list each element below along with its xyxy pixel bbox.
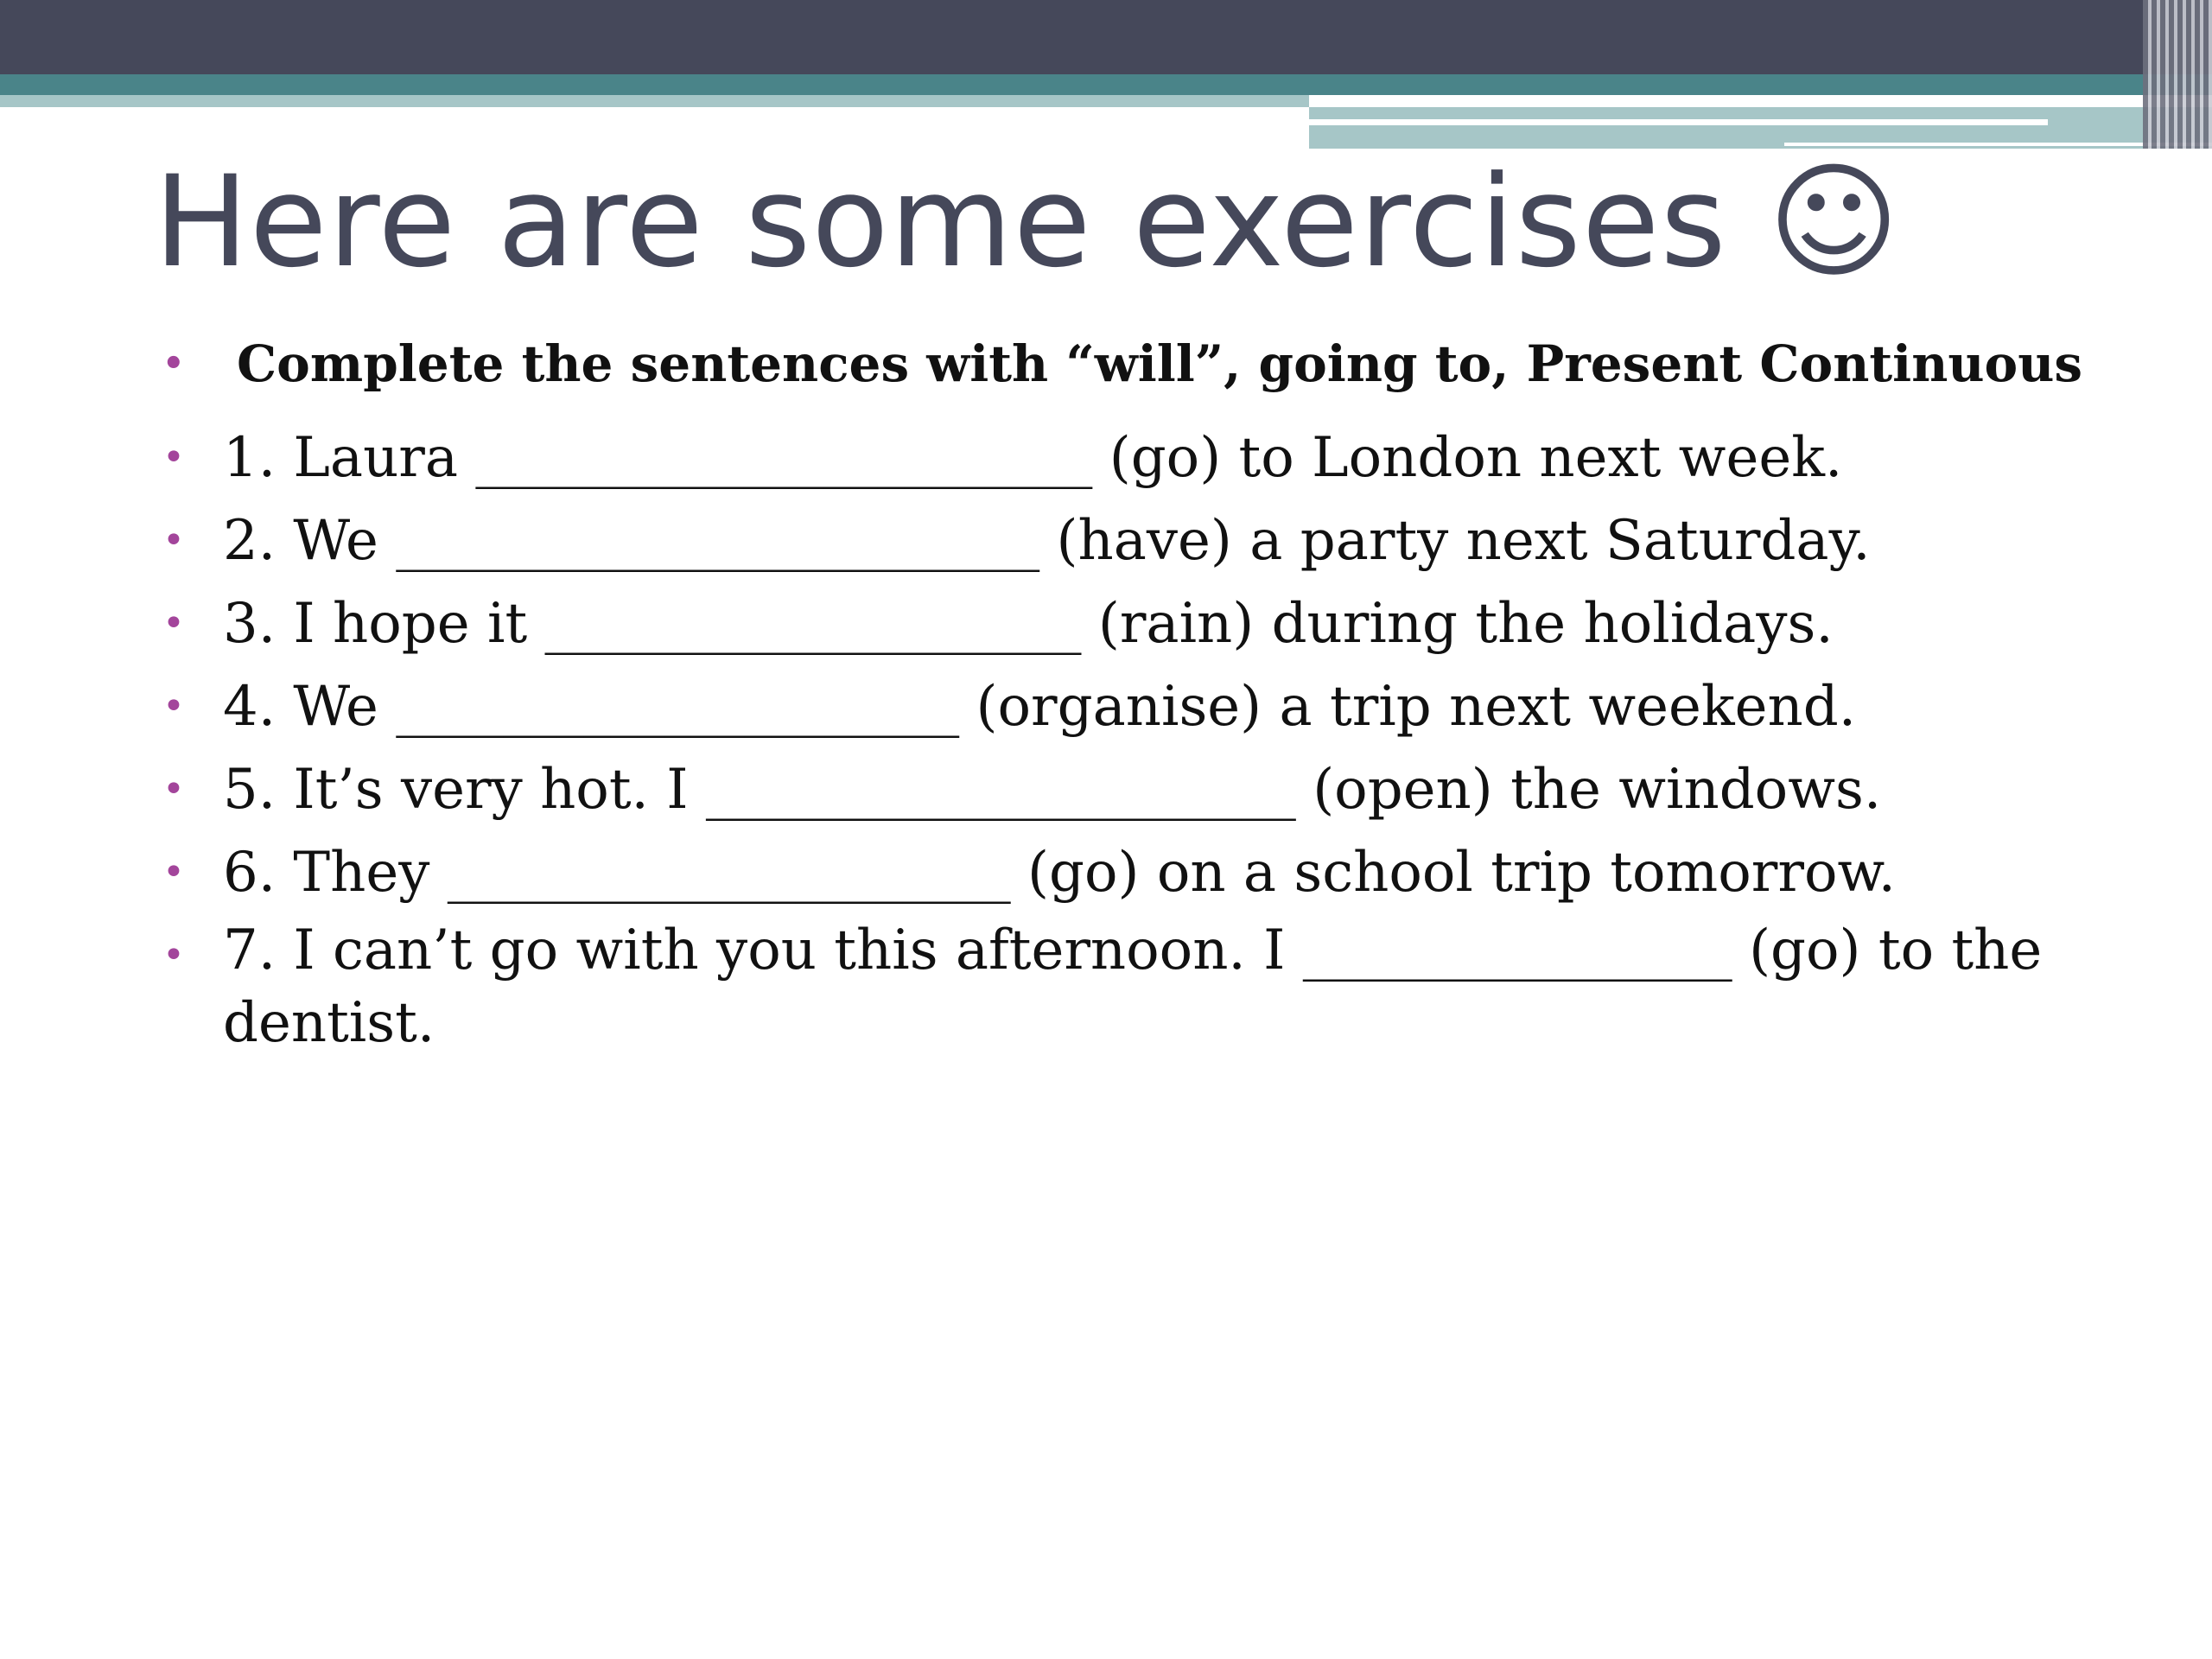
exercise-item-5	[154, 748, 2107, 831]
answer-blank: _____________________	[447, 841, 1010, 905]
bullet-icon: •	[162, 684, 185, 728]
exercise-prefix: 3. I hope it	[223, 592, 545, 656]
exercise-prefix: 2. We	[223, 509, 397, 573]
exercise-prefix: 6. They	[223, 841, 448, 905]
bullet-icon: •	[162, 767, 185, 811]
exercise-suffix: (go) to London next week.	[1091, 426, 1843, 490]
header-stripes	[2143, 0, 2212, 149]
exercise-prefix: 4. We	[223, 675, 397, 739]
exercise-prefix: 7. I can’t go with you this afternoon. I	[223, 918, 1303, 982]
exercise-suffix: (rain) during the holidays.	[1080, 592, 1834, 656]
exercise-item-7	[154, 914, 2107, 1059]
exercise-item-4	[154, 665, 2107, 748]
bullet-icon: •	[162, 933, 185, 977]
bullet-icon: •	[162, 518, 185, 563]
answer-blank: ____________________	[544, 592, 1081, 656]
exercise-item-1	[154, 416, 2107, 499]
exercise-suffix: (have) a party next Saturday.	[1039, 509, 1871, 573]
instruction-text: Complete the sentences with “will”, going to, Present Continuous	[237, 334, 2083, 393]
header-band-dark	[0, 0, 2212, 74]
exercise-prefix: 5. It’s very hot. I	[223, 758, 706, 822]
bullet-icon: •	[162, 601, 185, 645]
header-band-light-left	[0, 95, 1309, 107]
answer-blank: _____________________	[396, 675, 959, 739]
exercise-list	[154, 334, 2107, 1059]
header-band-teal	[0, 74, 2212, 95]
header-accent-line	[1309, 119, 2048, 125]
bullet-icon: •	[162, 344, 185, 384]
bullet-icon: •	[162, 850, 185, 894]
answer-blank: ______________________	[705, 758, 1295, 822]
instruction-item	[154, 334, 2107, 393]
bullet-icon: •	[162, 435, 185, 480]
exercise-item-6	[154, 831, 2107, 914]
exercise-suffix: (go) on a school trip tomorrow.	[1009, 841, 1896, 905]
exercise-suffix: (organise) a trip next weekend.	[958, 675, 1857, 739]
answer-blank: ________________________	[396, 509, 1039, 573]
answer-blank: ________________	[1302, 918, 1732, 982]
answer-blank: _______________________	[475, 426, 1092, 490]
exercise-item-2	[154, 499, 2107, 582]
exercise-prefix: 1. Laura	[223, 426, 476, 490]
exercise-suffix: (open) the windows.	[1294, 758, 1882, 822]
exercise-suffix: (go) to the dentist.	[223, 918, 2043, 1055]
slide-title: Here are some exercises ☺	[154, 149, 1901, 296]
exercise-item-3	[154, 582, 2107, 665]
